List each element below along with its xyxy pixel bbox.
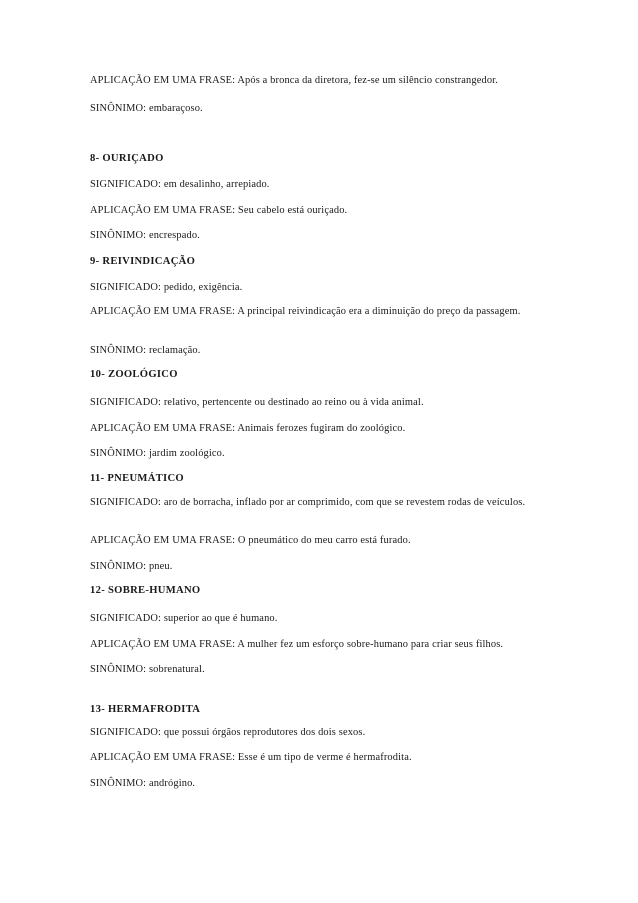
entry-significado: SIGNIFICADO: que possui órgãos reprodutores dos dois sexos.	[90, 727, 366, 738]
entry-sinonimo: SINÔNIMO: encrespado.	[90, 230, 200, 241]
entry-sinonimo: SINÔNIMO: pneu.	[90, 561, 173, 572]
entry-aplicacao: APLICAÇÃO EM UMA FRASE: Seu cabelo está ouriçado.	[90, 205, 348, 216]
entry-heading-hermafrodita: 13- HERMAFRODITA	[90, 704, 201, 715]
intro-aplicacao: APLICAÇÃO EM UMA FRASE: Após a bronca da diretora, fez-se um silêncio constrangedor.	[90, 75, 498, 86]
entry-sinonimo: SINÔNIMO: andrógino.	[90, 778, 196, 789]
entry-aplicacao: APLICAÇÃO EM UMA FRASE: Animais ferozes fugiram do zoológico.	[90, 423, 406, 434]
entry-heading-pneumatico: 11- PNEUMÁTICO	[90, 473, 184, 484]
entry-significado: SIGNIFICADO: pedido, exigência.	[90, 282, 243, 293]
entry-heading-zoologico: 10- ZOOLÓGICO	[90, 369, 178, 380]
entry-heading-reivindicacao: 9- REIVINDICAÇÃO	[90, 256, 196, 267]
entry-aplicacao: APLICAÇÃO EM UMA FRASE: Esse é um tipo de verme é hermafrodita.	[90, 752, 412, 763]
entry-significado: SIGNIFICADO: aro de borracha, inflado por ar comprimido, com que se revestem rodas de veículos.	[90, 497, 526, 508]
entry-significado: SIGNIFICADO: relativo, pertencente ou destinado ao reino ou à vida animal.	[90, 397, 424, 408]
entry-sinonimo: SINÔNIMO: reclamação.	[90, 345, 201, 356]
entry-heading-sobre-humano: 12- SOBRE-HUMANO	[90, 585, 201, 596]
intro-sinonimo: SINÔNIMO: embaraçoso.	[90, 103, 203, 114]
entry-significado: SIGNIFICADO: em desalinho, arrepiado.	[90, 179, 270, 190]
entry-sinonimo: SINÔNIMO: sobrenatural.	[90, 664, 205, 675]
entry-sinonimo: SINÔNIMO: jardim zoológico.	[90, 448, 225, 459]
entry-aplicacao: APLICAÇÃO EM UMA FRASE: A principal reivindicação era a diminuição do preço da passagem.	[90, 306, 521, 317]
entry-aplicacao: APLICAÇÃO EM UMA FRASE: O pneumático do meu carro está furado.	[90, 535, 411, 546]
entry-significado: SIGNIFICADO: superior ao que é humano.	[90, 613, 278, 624]
entry-aplicacao: APLICAÇÃO EM UMA FRASE: A mulher fez um esforço sobre-humano para criar seus filhos.	[90, 639, 504, 650]
entry-heading-ouricado: 8- OURIÇADO	[90, 153, 164, 164]
